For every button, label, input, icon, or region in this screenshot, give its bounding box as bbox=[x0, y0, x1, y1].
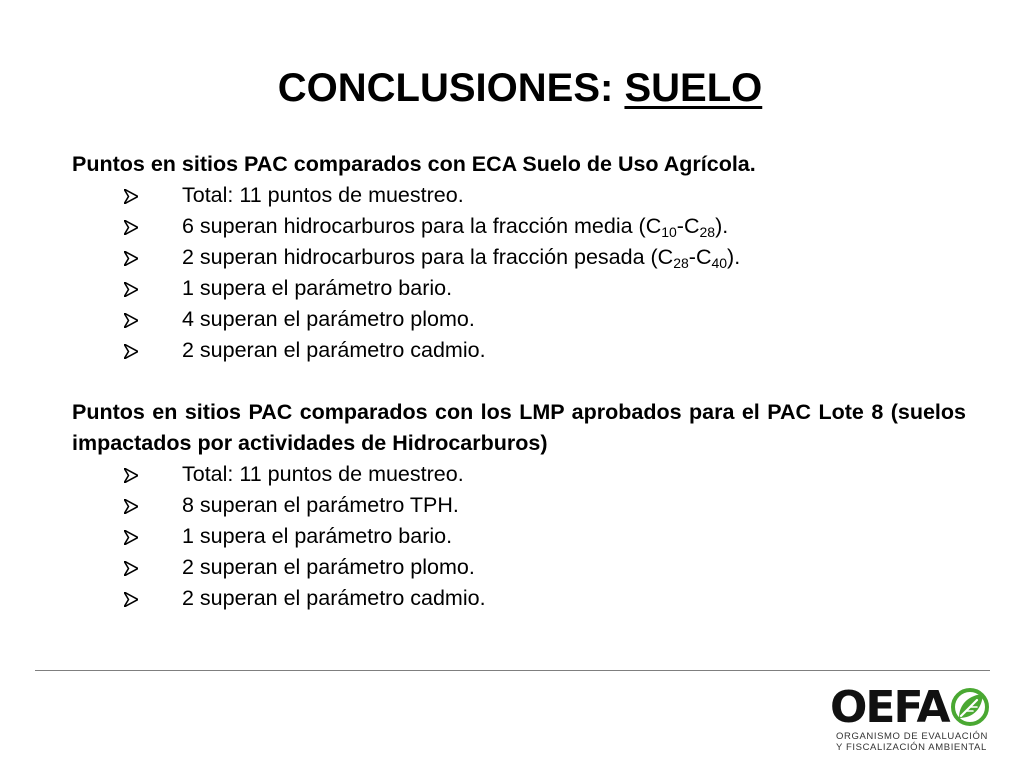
footer-divider bbox=[35, 670, 990, 671]
arrowhead-bullet-icon bbox=[124, 242, 144, 273]
arrowhead-bullet-icon bbox=[124, 180, 144, 211]
logo-wordmark: OEFA bbox=[830, 682, 949, 733]
bullet-item bbox=[72, 552, 966, 583]
oefa-logo bbox=[828, 684, 996, 758]
arrowhead-bullet-icon bbox=[124, 552, 144, 583]
bullet-text: 1 supera el parámetro bario. bbox=[182, 276, 453, 300]
bullet-item bbox=[72, 490, 966, 521]
bullet-item bbox=[72, 180, 966, 211]
section-lmp bbox=[72, 397, 966, 614]
bullet-item bbox=[72, 521, 966, 552]
subscript: 40 bbox=[711, 255, 728, 271]
subscript: 28 bbox=[673, 255, 689, 271]
subscript: 28 bbox=[699, 224, 716, 240]
title-prefix: CONCLUSIONES: bbox=[277, 66, 614, 110]
slide-title bbox=[0, 62, 1024, 114]
slide-content bbox=[72, 149, 966, 614]
bullet-item bbox=[72, 211, 966, 242]
bullet-text: 8 superan el parámetro TPH. bbox=[182, 493, 459, 517]
bullet-text: 2 superan el parámetro cadmio. bbox=[182, 338, 486, 362]
arrowhead-bullet-icon bbox=[124, 490, 144, 521]
section-heading: Puntos en sitios PAC comparados con ECA Suelo de Uso Agrícola. bbox=[72, 152, 756, 176]
bullet-text: 1 supera el parámetro bario. bbox=[182, 524, 453, 548]
title-underlined: SUELO bbox=[624, 66, 763, 110]
bullet-item bbox=[72, 242, 966, 273]
bullet-text: Total: 11 puntos de muestreo. bbox=[182, 183, 464, 207]
bullet-text: Total: 11 puntos de muestreo. bbox=[182, 462, 464, 486]
bullet-text: 2 superan el parámetro plomo. bbox=[182, 555, 475, 579]
bullet-text: 2 superan el parámetro cadmio. bbox=[182, 586, 486, 610]
bullet-item bbox=[72, 304, 966, 335]
arrowhead-bullet-icon bbox=[124, 273, 144, 304]
bullet-list bbox=[72, 180, 966, 366]
arrowhead-bullet-icon bbox=[124, 304, 144, 335]
arrowhead-bullet-icon bbox=[124, 335, 144, 366]
section-heading: Puntos en sitios PAC comparados con los LMP aprobados para el PAC Lote 8 (suelos impactados por actividades de Hidrocarburos) bbox=[72, 400, 966, 455]
bullet-text: 6 superan hidrocarburos para la fracción media (C bbox=[182, 214, 662, 238]
arrowhead-bullet-icon bbox=[124, 521, 144, 552]
arrowhead-bullet-icon bbox=[124, 583, 144, 614]
bullet-item bbox=[72, 273, 966, 304]
bullet-item bbox=[72, 335, 966, 366]
bullet-item bbox=[72, 459, 966, 490]
bullet-list bbox=[72, 459, 966, 614]
bullet-text-end: ). bbox=[727, 245, 741, 269]
logo-tagline: ORGANISMO DE EVALUACIÓN bbox=[836, 731, 988, 742]
bullet-text-mid: -C bbox=[676, 214, 700, 238]
bullet-item bbox=[72, 583, 966, 614]
arrowhead-bullet-icon bbox=[124, 211, 144, 242]
logo-tagline: Y FISCALIZACIÓN AMBIENTAL bbox=[836, 742, 987, 753]
bullet-text-end: ). bbox=[715, 214, 729, 238]
leaf-icon bbox=[950, 687, 990, 727]
arrowhead-bullet-icon bbox=[124, 459, 144, 490]
subscript: 10 bbox=[661, 224, 677, 240]
section-eca bbox=[72, 149, 966, 366]
bullet-text-mid: -C bbox=[688, 245, 712, 269]
bullet-text: 2 superan hidrocarburos para la fracción pesada (C bbox=[182, 245, 674, 269]
bullet-text: 4 superan el parámetro plomo. bbox=[182, 307, 475, 331]
